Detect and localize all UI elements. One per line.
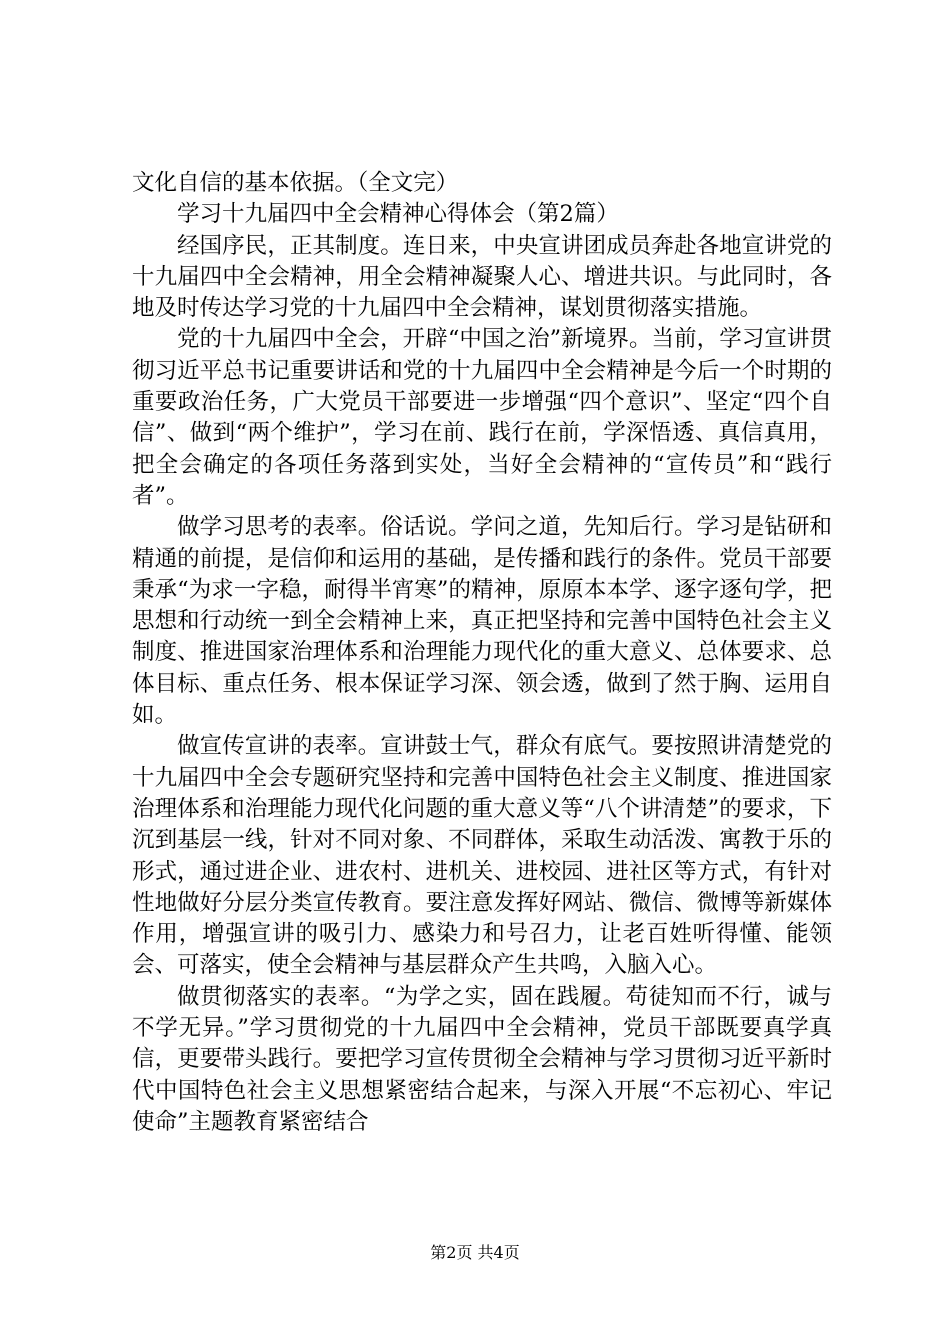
paragraph-1: 文化自信的基本依据。（全文完） <box>132 170 459 196</box>
page-footer: 第2页 共4页 <box>430 1243 520 1262</box>
document-body <box>132 168 832 1138</box>
paragraph-3: 经国序民，正其制度。连日来，中央宣讲团成员奔赴各地宣讲党的十九届四中全会精神，用全会精神凝聚人心、增进共识。与此同时，各地及时传达学习党的十九届四中全会精神，谋划贯彻落实措施。 <box>132 232 832 322</box>
paragraph-5: 做学习思考的表率。俗话说。学问之道，先知后行。学习是钻研和精通的前提，是信仰和运用的基础，是传播和践行的条件。党员干部要秉承“为求一字稳，耐得半宵寒”的精神，原原本本学、逐字逐句学，把思想和行动统一到全会精神上来，真正把坚持和完善中国特色社会主义制度、推进国家治理体系和治理能力现代化的重大意义、总体要求、总体目标、重点任务、根本保证学习深、领会透，做到了然于胸、运用自如。 <box>132 514 832 729</box>
section-title: 学习十九届四中全会精神心得体会（第2篇） <box>177 201 619 228</box>
paragraph-7: 做贯彻落实的表率。“为学之实，固在践履。苟徒知而不行，诚与不学无异。”学习贯彻党的十九届四中全会精神，党员干部既要真学真信，更要带头践行。要把学习宣传贯彻全会精神与学习贯彻习近平新时代中国特色社会主义思想紧密结合起来，与深入开展“不忘初心、牢记使命”主题教育紧密结合 <box>132 983 832 1135</box>
paragraph-4: 党的十九届四中全会，开辟“中国之治”新境界。当前，学习宣讲贯彻习近平总书记重要讲话和党的十九届四中全会精神是今后一个时期的重要政治任务，广大党员干部要进一步增强“四个意识”、坚定“四个自信”、做到“两个维护”，学习在前、践行在前，学深悟透、真信真用，把全会确定的各项任务落到实处，当好全会精神的“宣传员”和“践行者”。 <box>132 326 832 509</box>
paragraph-6: 做宣传宣讲的表率。宣讲鼓士气，群众有底气。要按照讲清楚党的十九届四中全会专题研究坚持和完善中国特色社会主义制度、推进国家治理体系和治理能力现代化问题的重大意义等“八个讲清楚”的要求，下沉到基层一线，针对不同对象、不同群体，采取生动活泼、寓教于乐的形式，通过进企业、进农村、进机关、进校园、进社区等方式，有针对性地做好分层分类宣传教育。要注意发挥好网站、微信、微博等新媒体作用，增强宣讲的吸引力、感染力和号召力，让老百姓听得懂、能领会、可落实，使全会精神与基层群众产生共鸣，入脑入心。 <box>132 733 832 979</box>
